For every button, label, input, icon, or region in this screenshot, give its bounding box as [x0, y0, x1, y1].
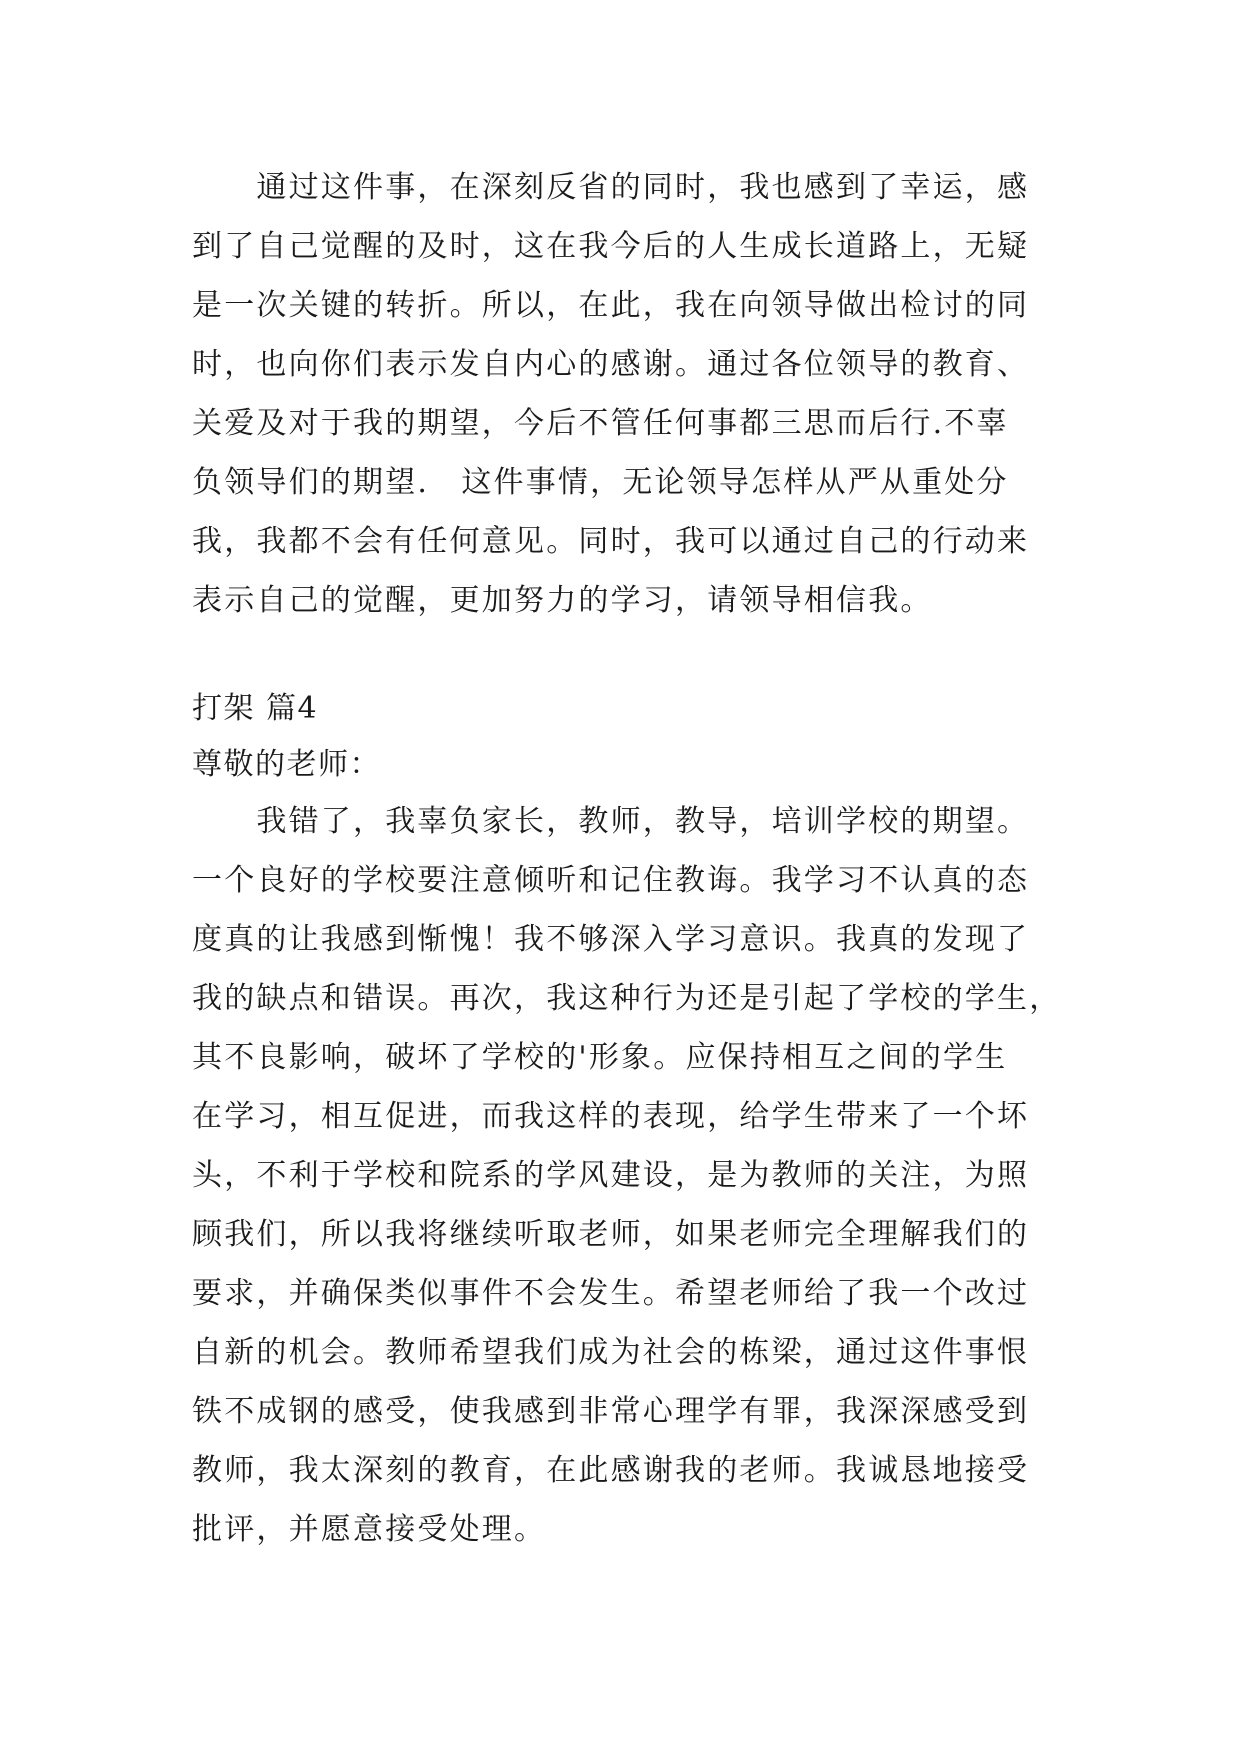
text-line: 顾我们，所以我将继续听取老师，如果老师完全理解我们的 [192, 1217, 1030, 1252]
text-line: 度真的让我感到惭愧！我不够深入学习意识。我真的发现了 [192, 922, 1030, 957]
text-line: 时，也向你们表示发自内心的感谢。通过各位领导的教育、 [192, 347, 1030, 382]
text-line: 头，不利于学校和院系的学风建设，是为教师的关注，为照 [192, 1158, 1030, 1193]
text-line: 到了自己觉醒的及时，这在我今后的人生成长道路上，无疑 [192, 229, 1030, 264]
salutation: 尊敬的老师： [192, 747, 381, 782]
text-line: 一个良好的学校要注意倾听和记住教诲。我学习不认真的态 [192, 863, 1030, 898]
text-line: 在学习，相互促进，而我这样的表现，给学生带来了一个坏 [192, 1099, 1030, 1134]
text-line: 铁不成钢的感受，使我感到非常心理学有罪，我深深感受到 [192, 1394, 1030, 1429]
text-line: 我的缺点和错误。再次，我这种行为还是引起了学校的学生， [192, 981, 1062, 1016]
text-line: 关爱及对于我的期望，今后不管任何事都三思而后行.不辜 [192, 406, 1009, 441]
text-line: 教师，我太深刻的教育，在此感谢我的老师。我诚恳地接受 [192, 1453, 1030, 1488]
text-line: 我错了，我辜负家长，教师，教导，培训学校的期望。 [192, 804, 1030, 839]
text-line: 通过这件事，在深刻反省的同时，我也感到了幸运，感 [192, 170, 1030, 205]
text-line: 我，我都不会有任何意见。同时，我可以通过自己的行动来 [192, 524, 1030, 559]
text-line: 表示自己的觉醒，更加努力的学习，请领导相信我。 [192, 583, 933, 618]
text-line: 其不良影响，破坏了学校的'形象。应保持相互之间的学生 [192, 1040, 1008, 1075]
text-line: 自新的机会。教师希望我们成为社会的栋梁，通过这件事恨 [192, 1335, 1030, 1370]
text-line: 是一次关键的转折。所以，在此，我在向领导做出检讨的同 [192, 288, 1030, 323]
text-line: 负领导们的期望. 这件事情，无论领导怎样从严从重处分 [192, 465, 1009, 500]
text-line: 要求，并确保类似事件不会发生。希望老师给了我一个改过 [192, 1276, 1030, 1311]
text-line: 批评，并愿意接受处理。 [192, 1512, 547, 1547]
section-title: 打架 篇4 [192, 691, 319, 726]
